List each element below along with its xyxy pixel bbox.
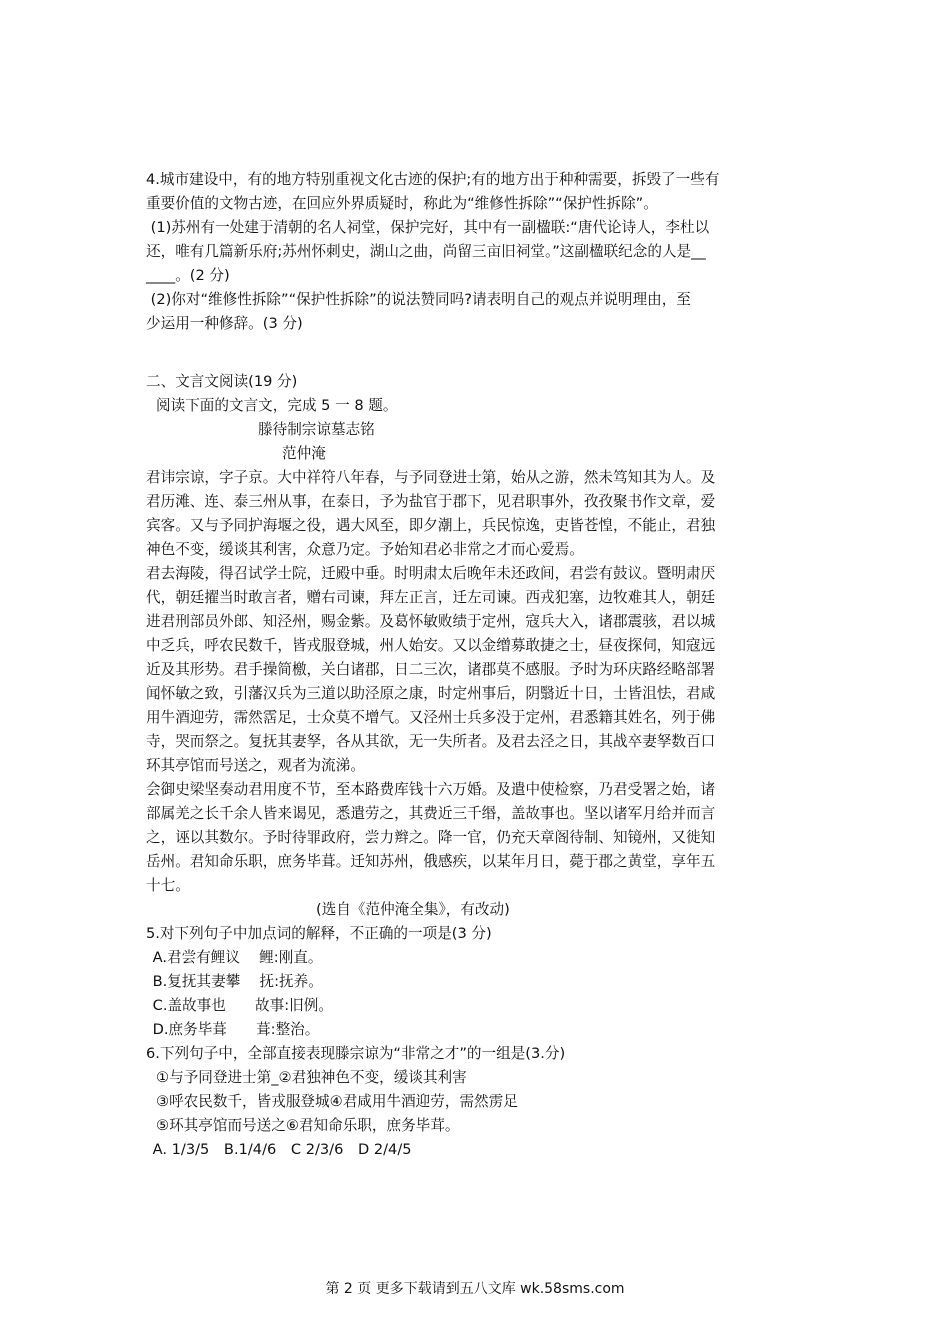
q6-answer-options: A. 1/3/5 B.1/4/6 C 2/3/6 D 2/4/5: [148, 1141, 412, 1158]
section-instruction: 阅读下面的文言文，完成 5 一 8 题。: [156, 397, 398, 414]
q5-option-a: A.君尝有鲤议 鲤:刚直。: [148, 949, 323, 966]
passage-line: 君去海陵，得召试学士院，迁殿中垂。时明肃太后晚年未还政间，君尝有鼓议。暨明肃厌: [146, 565, 716, 582]
passage-title: 滕待制宗谅墓志铭: [258, 421, 375, 438]
passage-body: [146, 466, 811, 898]
passage-line: 进君刑部员外郎、知泾州，赐金紫。及葛怀敏败绩于定州，寇兵大入，诸郡震骇，君以城: [146, 613, 716, 630]
question-5: [146, 922, 811, 1042]
passage-line: 闻怀敏之致，引藩汉兵为三道以助泾原之康，时定州事后，阴翳近十日，士皆沮怯，君咸: [146, 685, 716, 702]
q5-option-d: D.庶务毕葺 葺:整治。: [148, 1021, 320, 1038]
passage-line: 环其亭馆而号送之，观者为流涕。: [146, 757, 365, 774]
section-classical-reading: [146, 370, 811, 922]
passage-line: 寺，哭而祭之。复抚其妻孥，各从其欲，无一失所者。及君去泾之日，其战卒妻孥数百口: [146, 733, 716, 750]
passage-line: 君讳宗谅，字子京。大中祥符八年春，与予同登进士第，始从之游，然未笃知其为人。及: [146, 469, 716, 486]
passage-line: 十七。: [146, 877, 190, 894]
q5-option-c: C.盖故事也 故事:旧例。: [148, 997, 333, 1014]
passage-line: 用牛酒迎劳，霈然霑足，士众莫不增气。又泾州士兵多没于定州，君悉籍其姓名，列于佛: [146, 709, 716, 726]
q5-option-b: B.复抚其妻攀 抚:抚养。: [148, 973, 323, 990]
q6-stem: 6.下列句子中，全部直接表现滕宗谅为“非常之才”的一组是(3.分): [146, 1045, 566, 1062]
passage-line: 之，诬以其数尔。予时待罪政府，尝力辫之。降一官，仍充天章阁待制、知镜州，又徙知: [146, 829, 716, 846]
passage-line: 神色不变，缓谈其利害，众意乃定。予始知君必非常之才而心爱焉。: [146, 541, 584, 558]
q6-item-line: ①与予同登进士第_②君独神色不变，缓谈其利害: [156, 1069, 467, 1086]
passage-source: (选自《范仲淹全集》，有改动): [316, 901, 510, 918]
passage-author: 范仲淹: [282, 445, 326, 462]
page-footer: 第 2 页 更多下载请到五八文库 wk.58sms.com: [325, 1281, 625, 1297]
q4-line: 重要价值的文物古迹，在回应外界质疑时，称此为“维修性拆除”“保护性拆除”。: [146, 195, 658, 212]
passage-line: 宾客。又与予同护海堰之役，遇大风至，即夕潮上，兵民惊逸，吏皆苍惶，不能止，君独: [146, 517, 716, 534]
passage-line: 部属羌之长千余人皆来谒见，悉遣劳之，其费近三千缗，盖故事也。坚以诸军月给并而言: [146, 805, 716, 822]
section-heading: 二、文言文阅读(19 分): [146, 373, 298, 390]
passage-line: 近及其形势。君手操简檄，关白诸郡，日二三次，诸郡莫不感服。予时为环庆路经略部署: [146, 661, 716, 678]
q4-line: 4.城市建设中，有的地方特别重视文化古迹的保护;有的地方出于种种需要，拆毁了一些有: [146, 171, 720, 188]
passage-line: 代，朝廷擢当时敢言者，赠右司谏，拜左正言，迁左司谏。西戎犯塞，边牧难其人，朝廷: [146, 589, 716, 606]
q5-stem: 5.对下列句子中加点词的解释，不正确的一项是(3 分): [146, 925, 492, 942]
question-6: [146, 1042, 811, 1162]
q6-item-line: ③呼农民数千，皆戎服登城④君咸用牛酒迎劳，需然雳足: [156, 1093, 518, 1110]
q6-item-line: ⑤环其亭馆而号送之⑥君知命乐职，庶务毕茸。: [156, 1117, 460, 1134]
passage-line: 君历滩、连、泰三州从事，在泰日，予为盐官于郡下，见君职事外，孜孜聚书作文章，爱: [146, 493, 716, 510]
passage-line: 会御史梁坚奏动君用度不节，至本路费库钱十六万婚。及遣中使检察，乃君受署之始，诸: [146, 781, 716, 798]
passage-line: 中乏兵，呼农民数千，皆戎服登城，州人始安。又以金缯募敢捷之士，昼夜探伺，知寇远: [146, 637, 716, 654]
q4-line: (2)你对“维修性拆除”“保护性拆除”的说法赞同吗?请表明自己的观点并说明理由，至: [146, 291, 691, 308]
document-page: [146, 158, 811, 1162]
q4-line: ____。(2 分): [146, 267, 230, 284]
q4-line: (1)苏州有一处建于清朝的名人祠堂，保护完好，其中有一副楹联:“唐代论诗人，李杜以: [146, 219, 710, 236]
passage-line: 岳州。君知命乐职，庶务毕葺。迁知苏州，俄感疾，以某年月日，薨于郡之黄堂，享年五: [146, 853, 716, 870]
q4-line: 还，唯有几篇新乐府;苏州怀刺史，湖山之曲，尚留三亩旧祠堂。”这副楹联纪念的人是__: [146, 243, 706, 260]
question-4: [146, 168, 811, 336]
q4-line: 少运用一种修辞。(3 分): [146, 315, 303, 332]
